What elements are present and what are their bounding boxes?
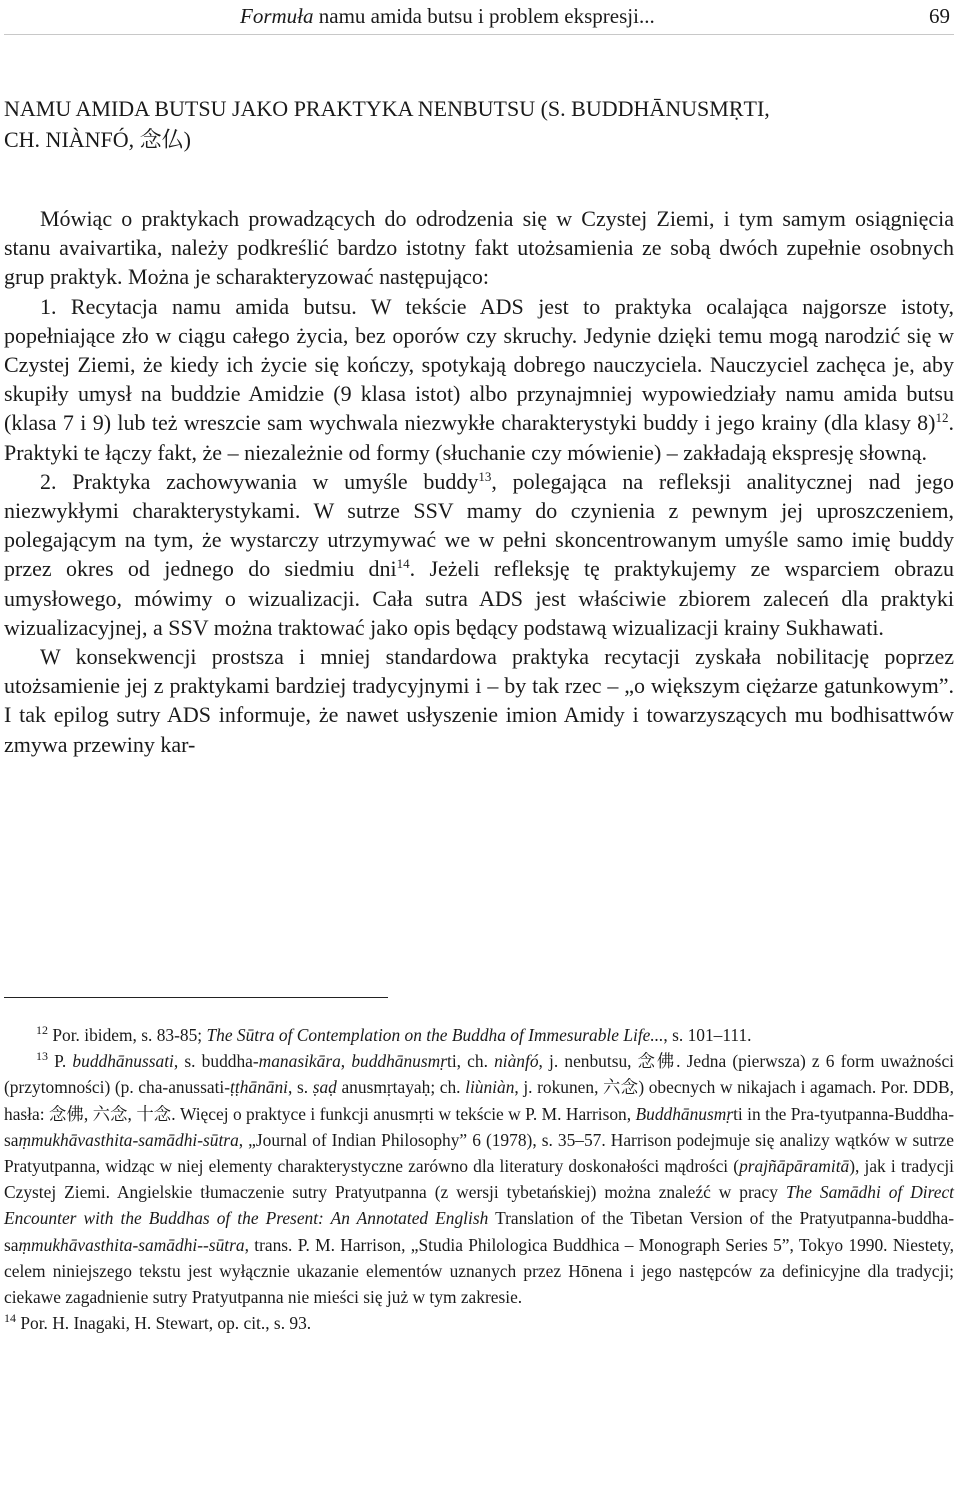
footnote-ref-13[interactable]: 13	[478, 468, 492, 484]
fn13-seg-r: ṃmukhāvasthita-samādhi-sūtra	[18, 1129, 239, 1150]
fn13-seg-a: P.	[48, 1051, 73, 1072]
fn13-seg-h: niànfó	[494, 1051, 539, 1072]
fn13-seg-y: , trans. P. M. Harrison, „Studia Philologica Buddhica – Monograph Series 5”, Tokyo 1990. Niestety, celem niniejszego tekstu jest wyłącznie ukazanie elementów uznanych przez Hōnena i jego następców za definicyjne dla tradycji; ciekawe zagadnienie sutry Pratyutpanna nie mieści się już w tym zakresie.	[4, 1234, 954, 1308]
header-rule	[4, 34, 954, 35]
paragraph-2-text-end: . Praktyki te łączy fakt, że – niezależnie od formy (słuchanie czy mówienie) – zakładają ekspresję słowną.	[4, 410, 954, 465]
fn13-seg-x: ṃmukhāvasthita-samādhi--sūtra	[18, 1234, 245, 1255]
fn13-seg-k: , s.	[288, 1077, 313, 1098]
fn13-seg-c: , s. buddha-	[173, 1051, 259, 1072]
fn13-seg-f: buddhānusmṛ	[351, 1051, 447, 1072]
fn13-seg-n: liùniàn	[465, 1077, 515, 1098]
fn13-seg-e: ,	[340, 1051, 352, 1072]
fn13-seg-i: , j. nenbutsu, 念佛. Jedna (pierwsza) z 6 form uważności (przytomności) (p. cha-anussati-	[4, 1051, 954, 1098]
footnote-12-title: The Sūtra of Contemplation on the Buddha of Immesurable Life...	[206, 1025, 664, 1045]
footnote-12-number: 12	[36, 1023, 48, 1037]
fn13-seg-d: manasikāra	[258, 1051, 341, 1072]
footnote-13	[4, 1048, 954, 1310]
fn13-seg-p: Buddhānusmṛ	[635, 1103, 734, 1124]
footnote-separator	[4, 997, 388, 998]
fn13-seg-o: , j. rokunen, 六念) obecnych w nikajach i agamach. Por. DDB, hasła: 念佛, 六念, 十念. Więcej o praktyce i funkcji anusmṛti w tekście w P. M. Harrison,	[4, 1077, 954, 1124]
paragraph-3-text: 2. Praktyka zachowywania w umyśle buddy	[40, 468, 479, 494]
paragraph-1: Mówiąc o praktykach prowadzących do odrodzenia się w Czystej Ziemi, i tym samym osiągnięcia stanu avaivartika, należy podkreślić bardzo istotny fakt utożsamienia ze sobą dwóch zupełnie osobnych grup praktyk. Można je scharakteryzować następująco:	[4, 206, 954, 290]
paragraph-4: W konsekwencji prostsza i mniej standardowa praktyka recytacji zyskała nobilitację poprzez utożsamienie jej z praktykami bardziej tradycyjnymi i – by tak rzec – „o większym ciężarze gatunkowym”. I tak epilog sutry ADS informuje, że nawet usłyszenie imion Amidy i towarzyszących mu bodhisattwów zmywa przewiny kar-	[4, 644, 954, 757]
footnote-14	[4, 1310, 954, 1336]
fn13-seg-l: ṣaḍ	[312, 1077, 337, 1098]
fn13-seg-j: ṭṭhānāni	[230, 1077, 289, 1098]
footnote-14-text: Por. H. Inagaki, H. Stewart, op. cit., s. 93.	[16, 1313, 312, 1334]
running-title-italic: Formuła	[240, 4, 314, 28]
fn13-seg-q: ti in the Pra-tyutpanna-Buddha-sa	[4, 1103, 955, 1150]
running-title-rest: namu amida butsu i problem ekspresji...	[313, 4, 655, 28]
footnote-12-text-end: , s. 101–111.	[663, 1025, 752, 1045]
footnote-12	[4, 1022, 954, 1048]
footnote-13-number: 13	[36, 1049, 48, 1064]
fn13-seg-b: buddhānussati	[72, 1051, 174, 1072]
fn13-seg-t: prajñāpāramitā	[739, 1156, 850, 1177]
fn13-seg-u: ), jak i tradycji Czystej Ziemi. Angielskie tłumaczenie sutry Pratyutpanna (z wersji tybetańskiej) można znaleźć w pracy	[4, 1156, 954, 1203]
fn13-seg-g: ti, ch.	[446, 1051, 495, 1072]
paragraph-3-text-end: . Jeżeli refleksję tę praktykujemy ze wsparciem obrazu umysłowego, mówimy o wizualizacji. Cała sutra ADS jest właściwie zbiorem zaleceń dla praktyki wizualizacyjnej, a SSV można traktować jako opis będący podstawą wizualizacji krainy Sukhawati.	[4, 556, 954, 640]
footnote-ref-14[interactable]: 14	[396, 556, 410, 572]
fn13-seg-m: anusmṛtayaḥ; ch.	[336, 1077, 466, 1098]
footnote-14-number: 14	[4, 1311, 16, 1326]
fn13-seg-v: The Samādhi of Direct Encounter with the Buddhas of the Present: An Annotated English	[4, 1182, 954, 1229]
paragraph-2-text: 1. Recytacja namu amida butsu. W tekście ADS jest to praktyka ocalająca najgorsze istoty, popełniające zło w ciągu całego życia, bez oporów czy skruchy. Jedynie dzięki temu mogą narodzić się w Czystej Ziemi, że kiedy ich życie się kończy, spotykają dobrego nauczyciela. Nauczyciel zachęca je, aby skupiły umysł na buddzie Amidzie (9 klasa istot) albo przynajmniej wypowiedziały namu amida butsu (klasa 7 i 9) lub też wreszcie sam wychwala niezwykłe charakterystyki buddy i jego krainy (dla klasy 8)	[4, 293, 954, 436]
footnote-12-text: Por. ibidem, s. 83-85;	[48, 1025, 207, 1045]
running-header	[4, 0, 954, 32]
fn13-seg-s: , „Journal of Indian Philosophy” 6 (1978), s. 35–57. Harrison podejmuje się analizy wątków w sutrze Pratyutpanna, widząc w niej elementy charakterystyczne zarówno dla literatury doskonałości mądrości (	[4, 1129, 954, 1177]
main-text	[4, 204, 954, 759]
footnotes	[4, 1022, 954, 1336]
running-title	[240, 2, 655, 30]
fn13-seg-w: Translation of the Tibetan Version of the Pratyutpanna-buddha-sa	[4, 1208, 955, 1255]
paragraph-2	[4, 292, 954, 467]
paragraph-3	[4, 467, 954, 642]
section-heading-line-2: CH. NIÀNFÓ, 念仏)	[4, 127, 192, 152]
section-heading	[4, 93, 954, 155]
footnote-ref-12[interactable]: 12	[935, 410, 949, 426]
section-heading-line-1: NAMU AMIDA BUTSU JAKO PRAKTYKA NENBUTSU (S. BUDDHĀNUSMṚTI,	[4, 96, 770, 121]
page-number: 69	[929, 4, 950, 28]
paragraph-3-text-mid: , polegająca na refleksji analitycznej nad jego niezwykłymi charakterystykami. W sutrze SSV mamy do czynienia z pewnym jej uproszczeniem, polegającym na tym, że wystarczy utrzymywać we w pełni skoncentrowanym umyśle samo imię buddy przez okres od jednego do siedmiu dni	[4, 468, 954, 582]
